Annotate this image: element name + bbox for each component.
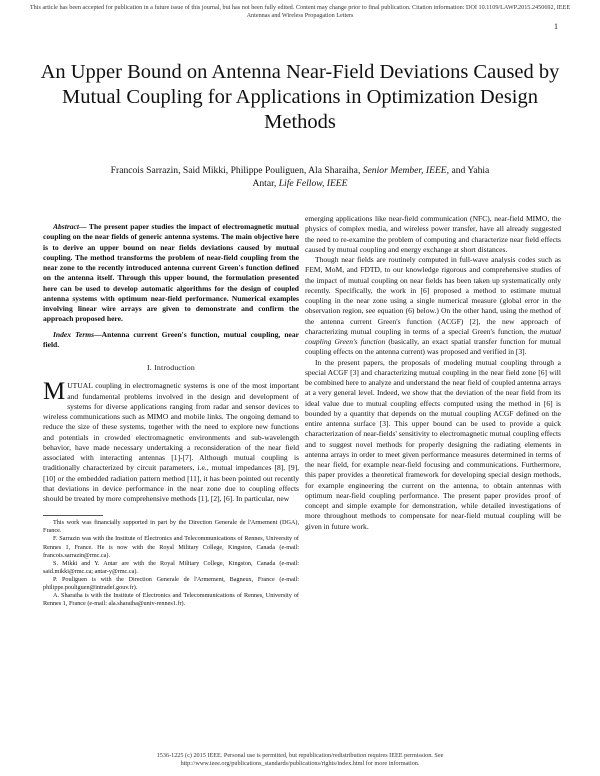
left-column (43, 222, 299, 608)
abstract-lead: Abstract (53, 222, 79, 231)
footer-line-2: http://www.ieee.org/publications_standards/publications/rights/index.html for more information. (180, 760, 420, 767)
copyright-footer (60, 752, 540, 768)
footnotes (43, 515, 299, 608)
footnote-sharaiha: A. Sharaiha is with the Institute of Electronics and Telecommunications of Rennes, University of Rennes 1, France (e-mail: ala.sharaiha@univ-rennes1.fr). (43, 592, 299, 608)
intro-paragraph (43, 378, 299, 504)
footnote-sarrazin: F. Sarrazin was with the Institute of Electronics and Telecommunications of Rennes, University of Rennes 1, France. He is now with the Royal Military College, Kingston, Canada (e-mail: francois.sarrazin@rmc.ca). (43, 535, 299, 559)
abstract-text: — The present paper studies the impact of electromagnetic mutual coupling on the near fields of generic antenna systems. The main objective here is to derive an upper bound on near fields deviations caused by mutual coupling. The method transforms the problem of near-field coupling from the near zone to the recently introduced antenna current Green's function defined on the antenna itself. Through this upper bound, the formulation presented here can be used to develop automatic algorithms for the design of coupled antenna systems with optimum near-field performance. Numerical examples involving linear wire arrays are given to demonstrate and confirm the approach proposed here. (43, 222, 299, 324)
drop-cap: M (43, 378, 66, 406)
intro-text: UTUAL coupling in electromagnetic systems is one of the most important and fundamental problems involved in the design and development of systems for diverse applications ranging from radar and sensor devices to wireless communications such as MIMO and mobile links. The ongoing demand to reduce the size of these systems, together with the need to explore new functions and potentials in crowded electromagnetic environments and sub-wavelength behavior, have made necessary undertaking a reconsideration of the near field associated with interacting antennas [1]-[7]. Although mutual coupling is traditionally characterized by circuit parameters, i.e., mutual impedances [8], [9], [10] or the embedded radiation pattern method [11], it has been pointed out recently that deviations in device performance in the near zone due to coupling effects should be treated by more comprehensive methods [1], [2], [6]. In particular, new (43, 381, 299, 503)
right-paragraph-2-b: (basically, an exact spatial transfer function for mutual coupling effects on the antenna current) was proposed and verified in [3]. (305, 337, 561, 357)
right-column (305, 214, 561, 532)
footnote-mikki-antar: S. Mikki and Y. Antar are with the Royal Military College, Kingston, Canada (e-mail: said.mikki@rmc.ca; antar-y@rmc.ca). (43, 559, 299, 575)
footnote-divider (43, 515, 103, 516)
index-terms-lead: Index Terms (53, 329, 95, 339)
right-paragraph-2-a: Though near fields are routinely computed in full-wave analysis codes such as FEM, MoM, and FDTD, to our knowledge rigorous and comprehensive studies of the impact of mutual coupling on near fields has been taken up systematically only recently. Specifically, the work in [6] proposed a method to estimate mutual coupling in the near zone using a single numerical measure (global error in the observation region, see equation (6) below.) On the other hand, using the method of the antenna current Green's function (ACGF) [2], the new approach of characterizing mutual coupling in terms of a special Green's function, the (305, 255, 561, 336)
footer-line-1: 1536-1225 (c) 2015 IEEE. Personal use is permitted, but republication/redistribution requires IEEE permission. See (156, 752, 444, 759)
authors-line2-name: Antar, (252, 178, 279, 189)
authors-line1-grade: Senior Member, IEEE, (362, 165, 450, 176)
right-paragraph-3: In the present papers, the proposals of modeling mutual coupling through a special ACGF [3] and characterizing mutual coupling in the near field zone [6] will be combined here to analyze and understand the near field of coupled antenna arrays at a very general level. Indeed, we show that the deviation of the near field from its ideal value due to mutual coupling effects computed using the method in [6] is bounded by a quantity that depends on the mutual coupling ACGF defined on the entire antenna surface [3]. This upper bound can be used to provide a quick characterization of near-fields' sensitivity to electromagnetic mutual coupling effects and to suggest novel methods for properly designing the radiating elements in antenna arrays in order to meet given performance measures determined in terms of the near field, for example near-field focusing and communications. Furthermore, this paper provides a theoretical framework for developing special design methods, for example engineering the current on the antenna, to obtain antennas with optimum near-field coupling performance. The present paper provides proof of concept and simple example for demonstration, while detailed investigations of more throughout methods to compensate for near-field mutual coupling will be given in future work. (305, 357, 561, 531)
footnote-pouliguen: P. Pouliguen is with the Direction Generale de l'Armement, Bagneux, France (e-mail: philippe.pouliguen@intradef.gouv.fr). (43, 575, 299, 591)
right-paragraph-1: emerging applications like near-field communication (NFC), near-field MIMO, the physics of complex media, and wireless power transfer, have all already suggested the need to re-examine the problem of computing and characterize near field effects caused by mutual coupling and energy exchange at short distances. (305, 214, 561, 254)
right-paragraph-2-emphasis: mutual coupling Green's function (305, 326, 561, 346)
paper-title: An Upper Bound on Antenna Near-Field Deviations Caused by Mutual Coupling for Applications in Optimization Design Methods (40, 61, 560, 133)
abstract (43, 222, 299, 325)
index-terms (43, 330, 299, 351)
right-paragraph-2 (305, 255, 561, 358)
authors-line1-names: Francois Sarrazin, Said Mikki, Philippe Pouliguen, Ala Sharaiha, (110, 165, 363, 176)
index-terms-text: —Antenna current Green's function, mutual coupling, near field. (43, 329, 299, 349)
footnote-funding: This work was financially supported in part by the Direction Generale de l'Armement (DGA), France. (43, 519, 299, 535)
author-list (60, 164, 540, 190)
authors-line2-grade: Life Fellow, IEEE (278, 178, 348, 189)
section-heading-introduction: I. Introduction (146, 363, 196, 372)
page-number: 1 (554, 22, 558, 31)
authors-line1-suffix: and Yahia (449, 165, 490, 176)
publication-notice: This article has been accepted for publication in a future issue of this journal, but has not been fully edited. Content may change prior to final publication. Citation information: DOI 10.1109/LAWP.2015.2450692, IEEE Antennas and Wireless Propagation Letters (29, 4, 571, 19)
